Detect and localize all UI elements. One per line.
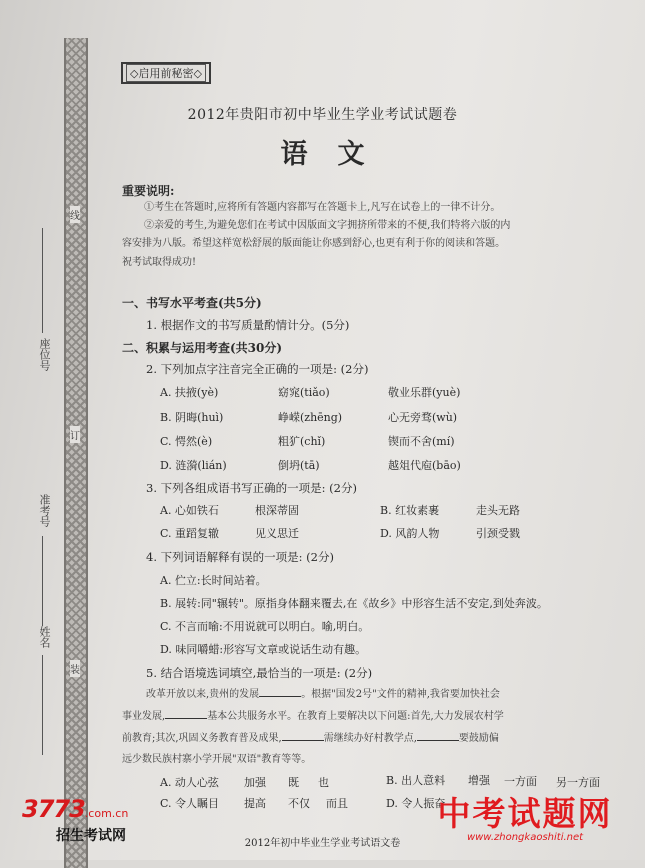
binding-tick-top: 线 bbox=[70, 206, 80, 223]
q5-passage-1b: 。根据"国发2号"文件的精神,我省要加快社会 bbox=[301, 689, 500, 700]
q5-option-b-4: 另一方面 bbox=[556, 776, 600, 789]
watermark-3773 bbox=[22, 795, 129, 844]
q3-option-c-2: 见义思迁 bbox=[255, 527, 299, 540]
q5-passage-2a: 事业发展, bbox=[122, 711, 166, 722]
q5-passage-line-3 bbox=[122, 732, 499, 746]
q5-blank-2 bbox=[165, 718, 207, 719]
q2-option-d-2: 倒坍(tā) bbox=[278, 459, 320, 472]
q2-option-a-2: 窈窕(tiǎo) bbox=[278, 386, 330, 399]
q2-option-c-1: C. 愕然(è) bbox=[160, 435, 213, 448]
name-line bbox=[42, 655, 43, 755]
q4-option-b: B. 展转:同"辗转"。原指身体翻来覆去,在《故乡》中形容生活不安定,到处奔波。 bbox=[160, 597, 548, 610]
q2-option-a-3: 敬业乐群(yuè) bbox=[388, 386, 461, 399]
notice-heading: 重要说明: bbox=[122, 184, 175, 198]
binding-tick-mid: 订 bbox=[70, 426, 80, 443]
section-1-title: 一、书写水平考查(共5分) bbox=[122, 296, 262, 310]
q3-option-a-2: 根深蒂固 bbox=[255, 504, 299, 517]
q5-option-a-3: 既 bbox=[288, 776, 299, 789]
q5-passage-1a: 改革开放以来,贵州的发展 bbox=[146, 689, 260, 700]
q5-passage-3b: 需继续办好村教学点, bbox=[323, 733, 417, 744]
binding-tick-bottom: 装 bbox=[70, 660, 80, 677]
q5-passage-2b: 基本公共服务水平。在教育上要解决以下问题:首先,大力发展农村学 bbox=[207, 711, 504, 722]
subject-title: 语文 bbox=[280, 139, 395, 170]
q4-option-a: A. 伫立:长时间站着。 bbox=[160, 574, 267, 587]
confidential-label: ◇启用前秘密◇ bbox=[126, 64, 206, 82]
notice-item-2a: ②亲爱的考生,为避免您们在考试中因版面文字拥挤所带来的不便,我们特将六版的内 bbox=[144, 220, 511, 231]
seat-number-line bbox=[42, 228, 43, 333]
q5-option-c-2: 提高 bbox=[244, 797, 266, 810]
watermark-zhongkao-url: www.zhongkaoshiti.net bbox=[466, 832, 584, 843]
watermark-3773-number: 3773 bbox=[22, 795, 85, 823]
q5-option-a-2: 加强 bbox=[244, 776, 266, 789]
q2-option-d-3: 越俎代庖(bāo) bbox=[388, 459, 461, 472]
exam-number-line bbox=[42, 536, 43, 626]
question-1: 1. 根据作文的书写质量酌情计分。(5分) bbox=[146, 318, 350, 332]
q2-option-d-1: D. 涟漪(lián) bbox=[160, 459, 227, 472]
q2-option-a-1: A. 扶掖(yè) bbox=[160, 386, 219, 399]
question-2-stem: 2. 下列加点字注音完全正确的一项是: (2分) bbox=[146, 362, 369, 376]
q5-passage-4: 远少数民族村寨小学开展"双语"教育等等。 bbox=[122, 754, 312, 765]
question-3-stem: 3. 下列各组成语书写正确的一项是: (2分) bbox=[146, 481, 357, 495]
seat-number-label: 座位号 bbox=[38, 338, 51, 371]
q5-blank-3 bbox=[282, 740, 324, 741]
q5-option-c-3: 不仅 bbox=[288, 797, 310, 810]
notice-item-1: ①考生在答题时,应将所有答题内容都写在答题卡上,凡写在试卷上的一律不计分。 bbox=[144, 202, 501, 213]
notice-item-2b: 容安排为八版。希望这样宽松舒展的版面能让你感到舒心,也更有利于你的阅读和答题。 bbox=[122, 238, 506, 249]
q5-blank-1 bbox=[259, 696, 301, 697]
exam-number-label: 准考号 bbox=[38, 494, 51, 527]
q5-option-a-4: 也 bbox=[318, 776, 329, 789]
section-2-title: 二、积累与运用考查(共30分) bbox=[122, 341, 283, 355]
q3-option-d-1: D. 风韵人物 bbox=[380, 527, 440, 540]
page-footer: 2012年初中毕业生学业考试语文卷 bbox=[244, 838, 401, 849]
q5-option-a-1: A. 动人心弦 bbox=[160, 776, 219, 789]
q5-option-c-4: 而且 bbox=[326, 797, 348, 810]
question-4-stem: 4. 下列词语解释有误的一项是: (2分) bbox=[146, 550, 334, 564]
q2-option-b-3: 心无旁骛(wù) bbox=[388, 411, 458, 424]
q3-option-b-1: B. 红妆素裹 bbox=[380, 504, 440, 517]
question-5-stem: 5. 结合语境选词填空,最恰当的一项是: (2分) bbox=[146, 666, 373, 680]
q3-option-b-2: 走头无路 bbox=[476, 504, 520, 517]
q3-option-d-2: 引颈受戮 bbox=[476, 527, 520, 540]
q5-option-b-2: 增强 bbox=[468, 774, 490, 787]
watermark-3773-slogan: 招生考试网 bbox=[56, 828, 126, 844]
q5-passage-line-1 bbox=[146, 688, 500, 702]
exam-title: 2012年贵阳市初中毕业生学业考试试题卷 bbox=[187, 107, 458, 123]
q5-option-b-1: B. 出人意料 bbox=[386, 774, 446, 787]
q2-option-c-3: 锲而不舍(mí) bbox=[388, 435, 455, 448]
q4-option-d: D. 味同嚼蜡:形容写文章或说话生动有趣。 bbox=[160, 643, 367, 656]
name-label: 姓名 bbox=[38, 626, 51, 648]
q5-passage-line-2 bbox=[122, 710, 504, 724]
watermark-3773-domain: .com.cn bbox=[84, 807, 129, 820]
q5-option-d-1: D. 令人振奋 bbox=[386, 797, 446, 810]
watermark-zhongkao bbox=[412, 796, 638, 843]
q5-option-b-3: 一方面 bbox=[504, 775, 537, 788]
q3-option-c-1: C. 重蹈复辙 bbox=[160, 527, 220, 540]
q4-option-c: C. 不言而喻:不用说就可以明白。喻,明白。 bbox=[160, 620, 370, 633]
q5-passage-3c: 要鼓励偏 bbox=[458, 733, 499, 744]
q2-option-b-2: 峥嵘(zhēng) bbox=[278, 411, 343, 424]
q5-option-c-1: C. 令人瞩目 bbox=[160, 797, 220, 810]
notice-item-2c: 祝考试取得成功! bbox=[122, 257, 197, 268]
confidential-badge bbox=[121, 62, 211, 84]
q5-passage-3a: 前教育;其次,巩固义务教育普及成果, bbox=[122, 733, 282, 744]
q5-blank-4 bbox=[417, 740, 459, 741]
watermark-zhongkao-brand: 中考试题网 bbox=[437, 794, 613, 833]
q3-option-a-1: A. 心如铁石 bbox=[160, 504, 219, 517]
q2-option-b-1: B. 阴晦(huì) bbox=[160, 411, 224, 424]
q2-option-c-2: 粗犷(chǐ) bbox=[278, 435, 326, 448]
